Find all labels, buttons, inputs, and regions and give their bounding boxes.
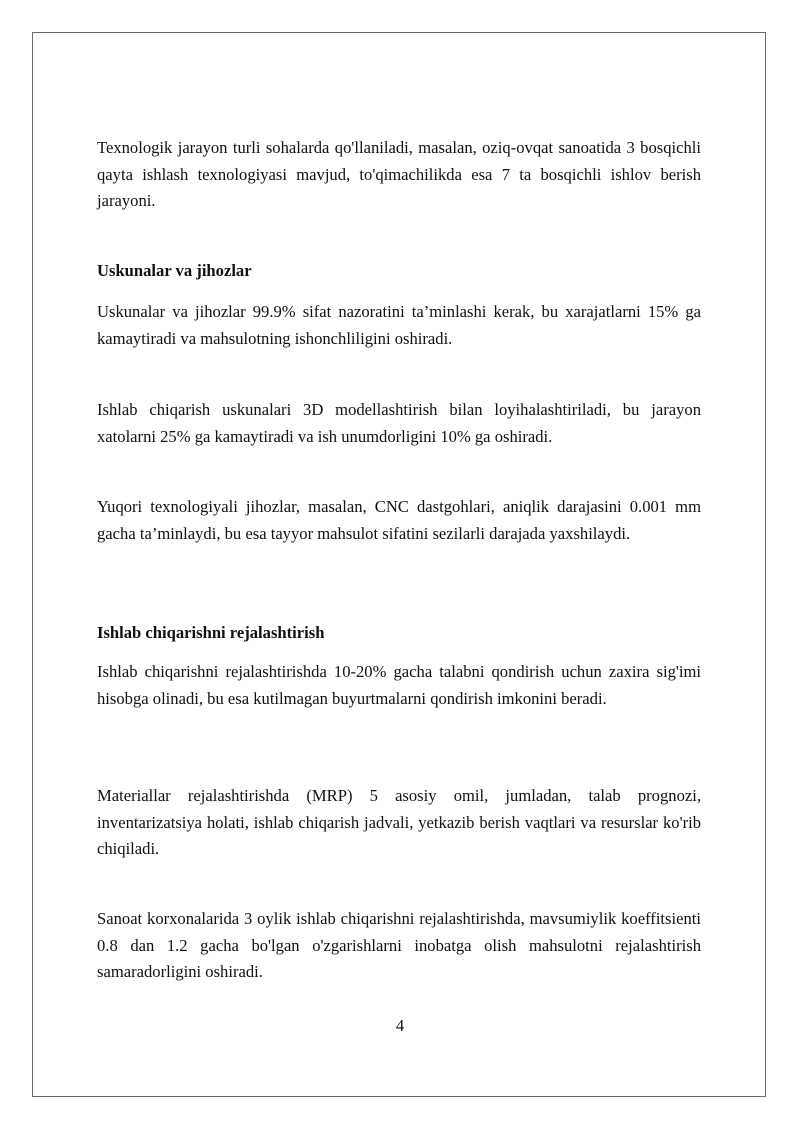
paragraph-mrp: Materiallar rejalashtirishda (MRP) 5 asosiy omil, jumladan, talab prognozi, inventarizatsiya holati, ishlab chiqarish jadvali, yetkazib berish vaqtlari va resurslar ko'rib chiqiladi.	[97, 786, 701, 858]
paragraph-technology-process: Texnologik jarayon turli sohalarda qo'llaniladi, masalan, oziq-ovqat sanoatida 3 bosqichli qayta ishlash texnologiyasi mavjud, to'qimachilikda esa 7 ta bosqichli ishlov berish jarayoni.	[97, 138, 701, 210]
page-number: 4	[395, 1016, 405, 1035]
paragraph-3d-modeling: Ishlab chiqarish uskunalari 3D modellashtirish bilan loyihalashtiriladi, bu jarayon xatolarni 25% ga kamaytiradi va ish unumdorligini 10% ga oshiradi.	[97, 400, 701, 446]
paragraph-seasonality: Sanoat korxonalarida 3 oylik ishlab chiqarishni rejalashtirishda, mavsumiylik koeffitsienti 0.8 dan 1.2 gacha bo'lgan o'zgarishlarni inobatga olish mahsulotni rejalashtirish samaradorligini oshiradi.	[97, 909, 701, 981]
paragraph-cnc-machines: Yuqori texnologiyali jihozlar, masalan, CNC dastgohlari, aniqlik darajasini 0.001 mm gacha ta’minlaydi, bu esa tayyor mahsulot sifatini sezilarli darajada yaxshilaydi.	[97, 497, 701, 543]
heading-production-planning: Ishlab chiqarishni rejalashtirish	[97, 623, 325, 642]
heading-equipment: Uskunalar va jihozlar	[97, 261, 252, 280]
paragraph-reserve-capacity: Ishlab chiqarishni rejalashtirishda 10-20% gacha talabni qondirish uchun zaxira sig'imi hisobga olinadi, bu esa kutilmagan buyurtmalarni qondirish imkonini beradi.	[97, 662, 701, 708]
paragraph-equipment-quality: Uskunalar va jihozlar 99.9% sifat nazoratini ta’minlashi kerak, bu xarajatlarni 15% ga kamaytiradi va mahsulotning ishonchliligini oshiradi.	[97, 302, 701, 348]
